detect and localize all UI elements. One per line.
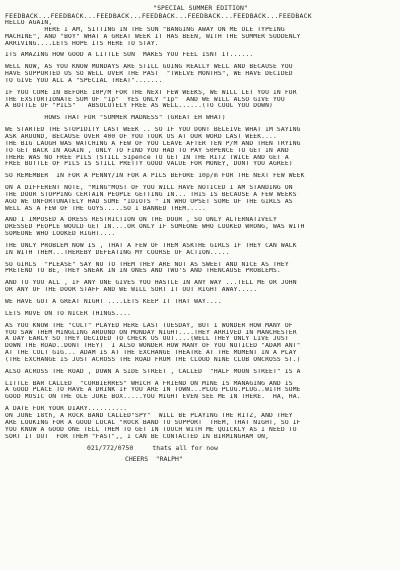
body-line: WELL AS A FEW OF THE GUYS.....SO I BANNED THEM..... bbox=[5, 205, 206, 212]
body-line: IN WITH THEM...THEREBY DEFEATING MY COURSE OF ACTION..... bbox=[5, 249, 230, 256]
body-line: FREE BOTTLE OF PILS IS STILL PRETTY GOOD VALUE FOR MONEY, DONT YOU AGREE) bbox=[5, 161, 293, 168]
body-line: THE EXSTORTIONATE SUM OF "1p" YES ONLY "1p" AND WE WILL ALSO GIVE YOU bbox=[5, 96, 285, 103]
body-line: AT THE CULT GIG... ADAM IS AT THE EXCHANGE THEATRE AT THE MOMENT IN A PLAY bbox=[5, 350, 297, 357]
body-line: HOWS THAT FOR "SUMMER MADNESS" (GREAT EH WHAT) bbox=[5, 115, 226, 122]
body-line: PRETEND TO BE, THEY SNEAK IN IN ONES AND TWO'S AND THENCAUSE PROBLEMS. bbox=[5, 268, 281, 275]
body-line: ARE LOOKING FOR A GOOD LOCAL "ROCK BAND TO SUPPORT THEM, THAT NIGHT, SO IF bbox=[5, 419, 301, 426]
body-line: DOWN THE ROAD..DONT THEY) I ALSO WONDER HOW MANY OF YOU NOTICED "ADAM ANT" bbox=[5, 343, 301, 350]
body-line: OR ANY OF THE DOOR STAFF AND WE WILL SORT IT OUT RIGHT AWAY..... bbox=[5, 287, 258, 294]
body-line: TO GIVE YOU ALL A "SPECIAL TREAT"....... bbox=[5, 77, 163, 84]
edition-title: "SPECIAL SUMMER EDITION" bbox=[153, 4, 248, 12]
body-line: THE BIG LAUGH WAS WATCHING A FEW OF YOU LEAVE AFTER TEN P/M AND THEN TRYING bbox=[5, 140, 301, 147]
body-line: AND TO YOU ALL , IF ANY ONE GIVES YOU HASTLE IN ANY WAY ...TELL ME OR JOHN bbox=[5, 280, 297, 287]
body-line: THE DOOR STOPPING CERTAIN PEOPLE GETTING IN... THIS IS BECAUSE A FEW WEEKS bbox=[5, 191, 297, 198]
body-line: ON JUNE 18th, A ROCK BAND CALLED"SPY" WILL BE PLAYING THE RITZ, AND THEY bbox=[5, 412, 293, 419]
body-line: YOU SAW THEM MINGLING AROUND ON MONDAY NIGHT....THEY ARRIVED IN MANCHESTER bbox=[5, 329, 297, 336]
body-line: SOMEONE WHO LOOKED RIGHT.... bbox=[5, 231, 116, 238]
body-line: ON A DIFFERENT NOTE, "MING"MOST OF YOU WILL HAVE NOTICED I AM STANDING ON bbox=[5, 185, 293, 192]
body-line: ALSO ACROSS THE ROAD , DOWN A SIDE STREET , CALLED "HALF MOON STREET" IS A bbox=[5, 368, 301, 375]
body-line: ARRIVING....LETS HOPE ITS HERE TO STAY. bbox=[5, 40, 159, 47]
body-line: WE STARTED THE STUPIDITY LAST WEEK .. SO IF YOU DONT BELEIVE WHAT IM SAYING bbox=[5, 127, 301, 134]
newsletter-body bbox=[5, 20, 396, 440]
body-line: SO REMEMBER IN FOR A PENNY/IN FOR A PILS BEFORE 10p/m FOR THE NEXT FEW WEEK bbox=[5, 173, 305, 180]
body-line: ITS AMAZING HOW GOOD A LITTLE SUN MAKES YOU FEEL ISNT IT...... bbox=[5, 52, 254, 59]
body-line: AGO WE UNFORTUNATELY HAD SOME "IDIOTS " IN WHO UPSET SOME OF THE GIRLS AS bbox=[5, 198, 293, 205]
body-line: WE HAVE GOT A GREAT NIGHT ....LETS KEEP IT THAT WAY.... bbox=[5, 299, 222, 305]
body-line: WELL NOW, AS YOU KNOW MONDAYS ARE STILL GOING REALLY WELL AND BECAUSE YOU bbox=[5, 64, 293, 71]
signoff: CHEERS "RALPH" bbox=[125, 455, 183, 464]
body-line: YOU KNOW A GOOD ONE TELL THEM TO GET IN TOUCH WITH ME QUICKLY AS I NEED TO bbox=[5, 426, 297, 433]
body-line: HAVE SUPPORTED US SO WELL OVER THE PAST "TWELVE MONTHS", WE HAVE DECIDED bbox=[5, 71, 293, 78]
body-line: DRESSED PEOPLE WOULD GET IN....OR ONLY IF SOMEONE WHO LOOKED WRONG, WAS WITH bbox=[5, 224, 305, 231]
body-line: ASK AROUND, BECAUSE OVER 400 OF YOU TOOK US AT OUR WORD LAST WEEK.... bbox=[5, 133, 277, 140]
body-line: A DAY EARLY SO THEY DECIDED TO CHECK US OUT....(WELL THEY ONLY LIVE JUST bbox=[5, 336, 289, 343]
body-line: THE ONLY PROBLEM NOW IS , THAT A FEW OF THEM ASKTHE GIRLS IF THEY CAN WALK bbox=[5, 242, 297, 249]
body-line: GOOD MUSIC ON THE OLE JUKE BOX.....YOU MIGHT EVEN SEE ME IN THERE. HA, HA. bbox=[5, 394, 301, 401]
body-line: (THE EXCHANGE IS JUST ACROSS THE ROAD FROM THE CLOUD NINE CLUB ONCROSS ST.) bbox=[5, 356, 301, 363]
phone-line: 021/772/0750 thats all for now bbox=[87, 444, 218, 453]
body-line: LETS MOVE ON TO NICER THINGS.... bbox=[5, 310, 132, 317]
body-line: IF YOU COME IN BEFORE 10P/M FOR THE NEXT FEW WEEKS, WE WILL LET YOU IN FOR bbox=[5, 89, 297, 96]
body-line: THERE WAS NO FREE PILS (STILL 51pence TO GET IN THE RITZ TWICE AND GET A bbox=[5, 154, 289, 161]
body-line: A BOTTLE OF "PILS" ABSOLUTELY FREE AS WELL......(TO COOL YOU DOWN) bbox=[5, 103, 273, 110]
body-line: SO GIRLS "PLEASE" SAY NO TO THEM THEY ARE NOT AS SWEET AND NICE AS THEY bbox=[5, 261, 289, 268]
body-line: TO GET BACK IN AGAIN , ONLY TO FIND YOU HAD TO PAY 50PENCE TO GET IN AND bbox=[5, 147, 289, 154]
body-line: MACHINE", AND "BOY" WHAT A GREAT WEEK IT HAS BEEN, WITH THE SUMMER SUDDENLY bbox=[5, 33, 301, 40]
body-line: AND I IMPOSED A DRESS RESTRICTION ON THE DOOR , SO ONLY ALTERNATIVELY bbox=[5, 217, 277, 224]
body-line: HELLO AGAIN, bbox=[5, 20, 53, 26]
body-line: AS YOU KNOW THE "CULT" PLAYED HERE LAST TUESDAY, BUT I WONDER HOW MANY OF bbox=[5, 322, 293, 329]
body-line: SORT IT OUT FOR THEM "FAST",, I CAN BE CONTACTED IN BIRMINGHAM ON, bbox=[5, 433, 270, 440]
body-line: A DATE FOR YOUR DIARY.......... bbox=[5, 406, 128, 413]
body-line: A GOOD PLACE TO HAVE A DRINK IF YOU ARE IN TOWN...PLUG PLUG.PLUG..WITH SOME bbox=[5, 387, 301, 394]
body-line: LITTLE BAR CALLED "CORBIERRES" WHICH A FRIEND ON MINE IS MANAGING AND IS bbox=[5, 380, 293, 387]
body-line: HERE I AM, SITTING IN THE SUN "BANGING AWAY ON ME OLE TYPEING bbox=[5, 26, 285, 33]
feedback-banner: FEEDBACK...FEEDBACK...FEEDBACK...FEEDBACK...FEEDBACK...FEEDBACK...FEEDBACK bbox=[5, 12, 312, 20]
